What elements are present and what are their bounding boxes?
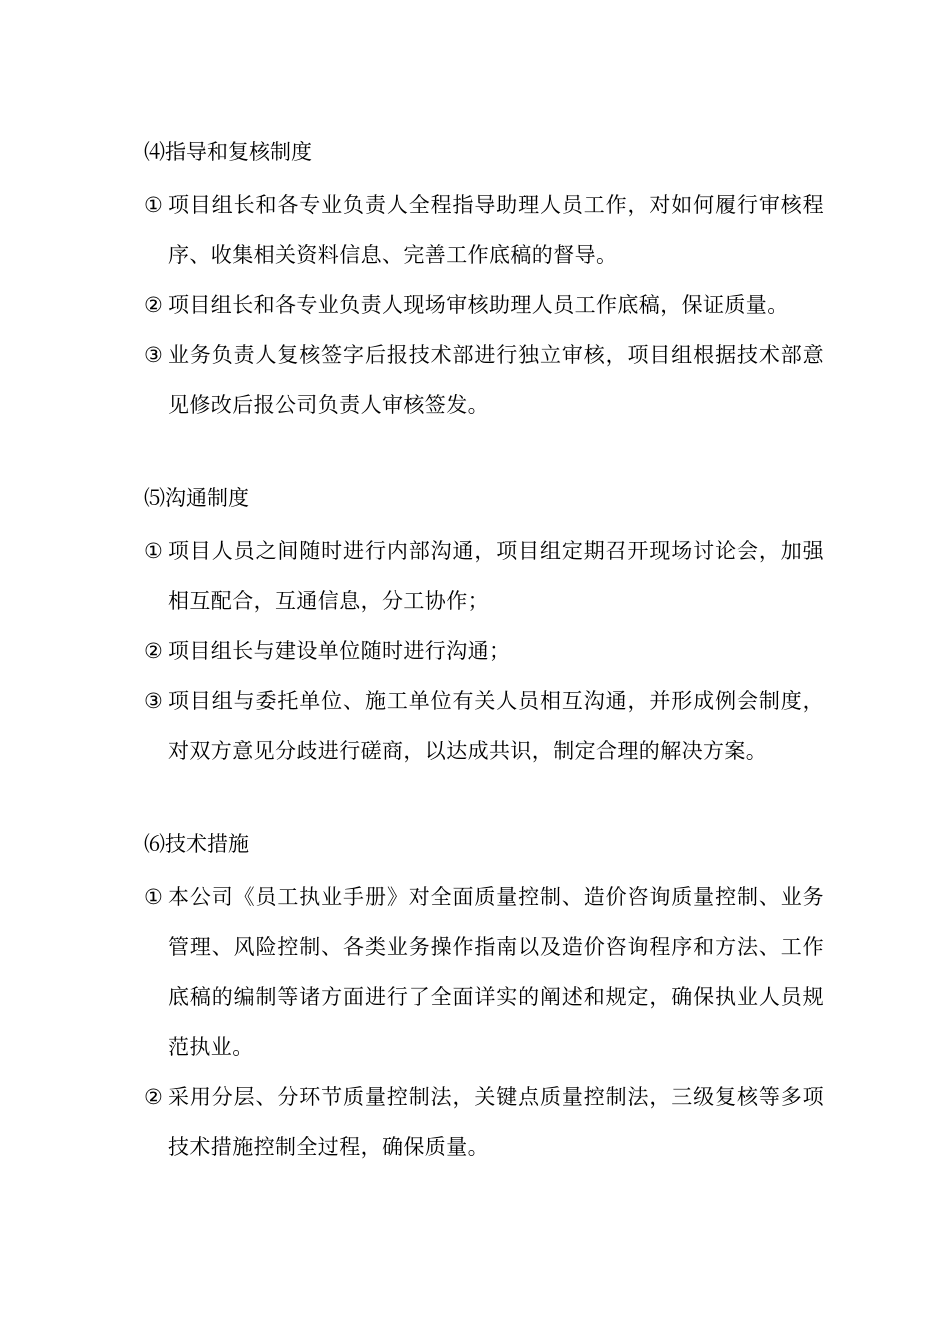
item-text: 采用分层、分环节质量控制法，关键点质量控制法，三级复核等多项技术措施控制全过程，确保质量。 — [168, 1085, 824, 1159]
item-text: 业务负责人复核签字后报技术部进行独立审核，项目组根据技术部意见修改后报公司负责人审核签发。 — [168, 343, 824, 417]
list-item — [144, 872, 824, 1072]
item-number: ③ — [144, 343, 164, 367]
item-number: ② — [144, 293, 164, 317]
section-heading: ⑹技术措施 — [144, 832, 249, 856]
list-item — [144, 1072, 824, 1172]
list-item — [144, 330, 824, 430]
item-number: ② — [144, 639, 164, 663]
list-item — [144, 180, 824, 280]
item-number: ③ — [144, 689, 164, 713]
item-number: ① — [144, 539, 164, 563]
list-item — [144, 280, 824, 330]
section-technical-measures — [144, 824, 824, 1172]
item-text: 项目组长和各专业负责人现场审核助理人员工作底稿，保证质量。 — [168, 293, 789, 317]
document-body — [144, 132, 824, 1172]
list-item — [144, 526, 824, 626]
list-item — [144, 676, 824, 776]
section-guidance-review — [144, 132, 824, 430]
item-number: ① — [144, 193, 164, 217]
list-item — [144, 626, 824, 676]
item-text: 项目组与委托单位、施工单位有关人员相互沟通，并形成例会制度，对双方意见分歧进行磋商，以达成共识，制定合理的解决方案。 — [168, 689, 824, 763]
item-text: 项目人员之间随时进行内部沟通，项目组定期召开现场讨论会，加强相互配合，互通信息，分工协作； — [168, 539, 824, 613]
item-text: 本公司《员工执业手册》对全面质量控制、造价咨询质量控制、业务管理、风险控制、各类业务操作指南以及造价咨询程序和方法、工作底稿的编制等诸方面进行了全面详实的阐述和规定，确保执业人员规范执业。 — [168, 885, 824, 1059]
item-number: ② — [144, 1085, 164, 1109]
section-communication — [144, 478, 824, 776]
item-text: 项目组长和各专业负责人全程指导助理人员工作，对如何履行审核程序、收集相关资料信息、完善工作底稿的督导。 — [168, 193, 824, 267]
item-number: ① — [144, 885, 164, 909]
item-text: 项目组长与建设单位随时进行沟通； — [168, 639, 511, 663]
section-heading: ⑷指导和复核制度 — [144, 140, 312, 164]
section-heading: ⑸沟通制度 — [144, 486, 249, 510]
